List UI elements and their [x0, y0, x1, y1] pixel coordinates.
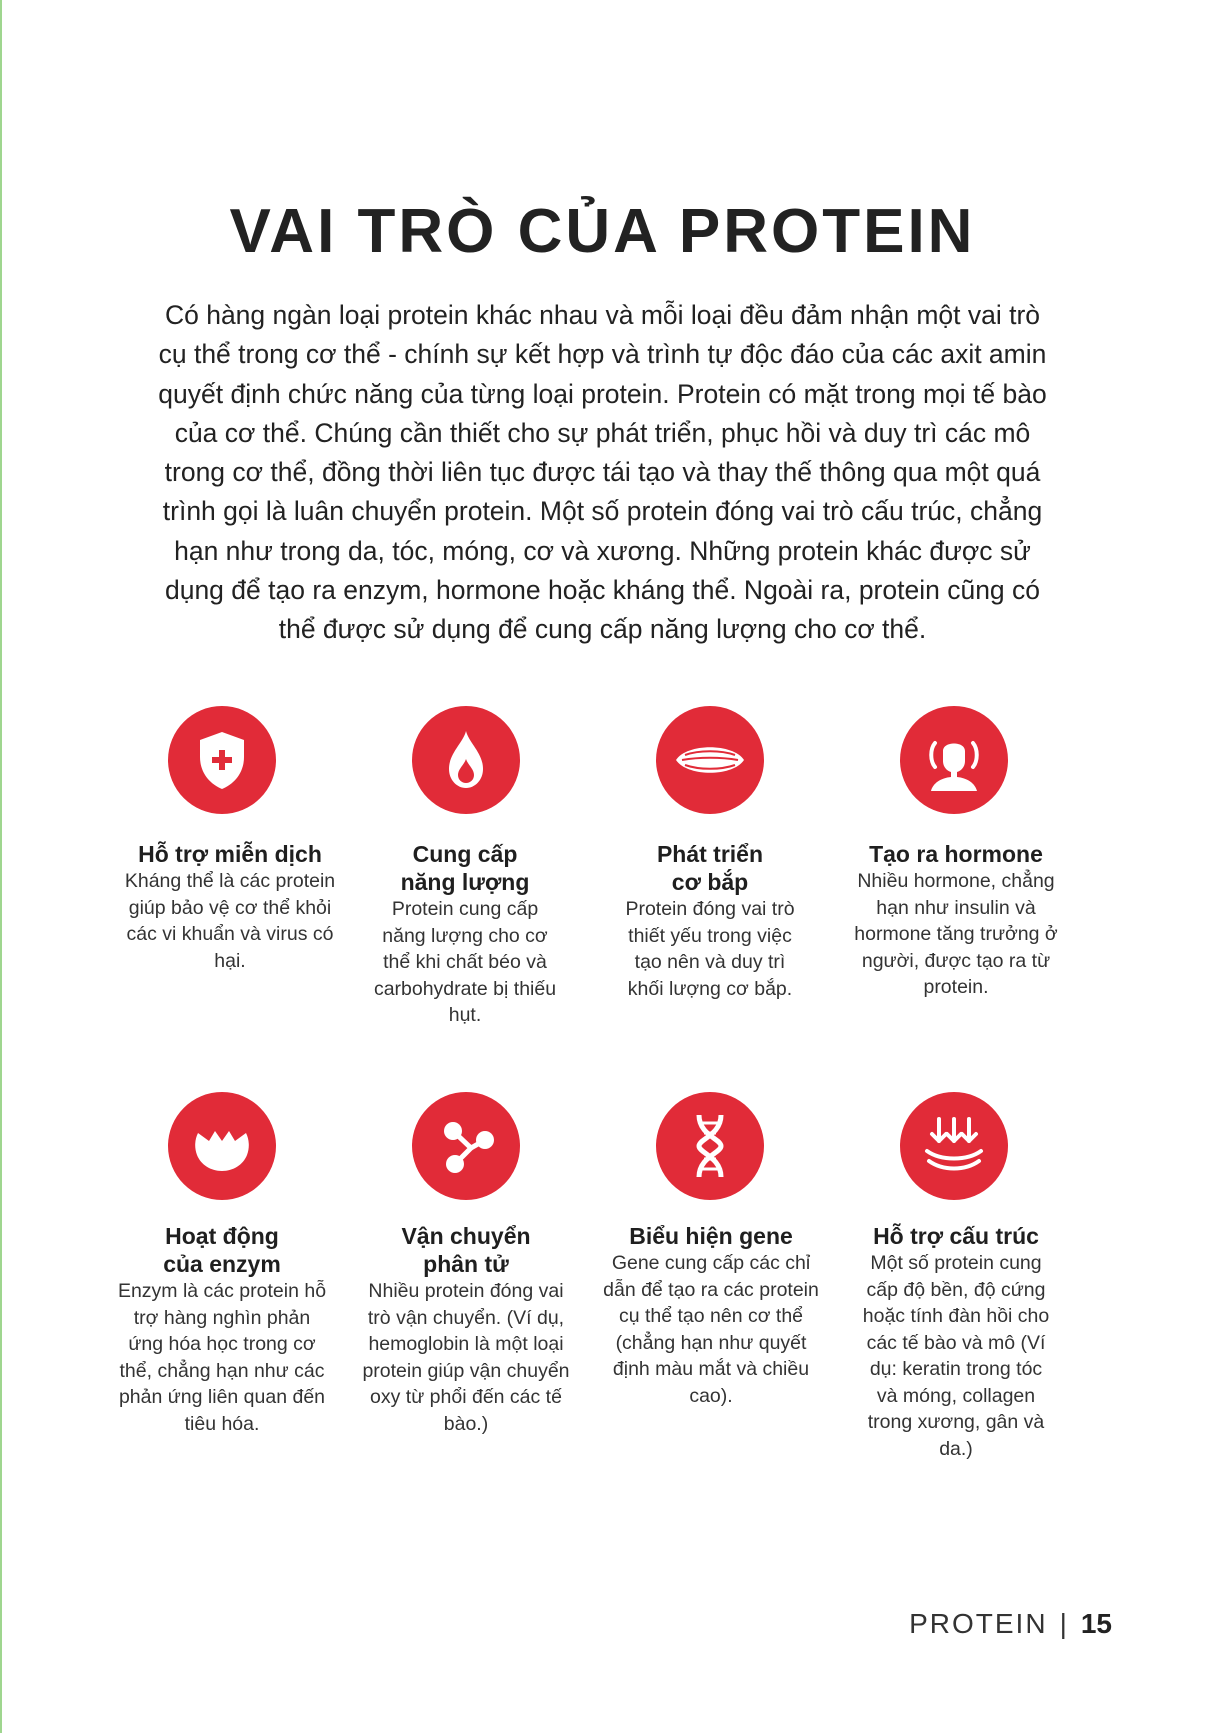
flame-icon	[412, 706, 520, 814]
role-card-structure	[841, 1222, 1071, 1462]
role-description: Protein đóng vai trò thiết yếu trong việc tạo nên và duy trì khối lượng cơ bắp.	[625, 898, 795, 1000]
role-title: Biểu hiện gene	[629, 1223, 793, 1249]
intro-paragraph: Có hàng ngàn loại protein khác nhau và mỗi loại đều đảm nhận một vai trò cụ thể trong cơ thể - chính sự kết hợp và trình tự độc đáo của các axit amin quyết định chức năng của từng loại protein. Protein có mặt trong mọi tế bào của cơ thể. Chúng cần thiết cho sự phát triển, phục hồi và duy trì các mô trong cơ thể, đồng thời liên tục được tái tạo và thay thế thông qua một quá trình gọi là luân chuyển protein. Một số protein đóng vai trò cấu trúc, chẳng hạn như trong da, tóc, móng, cơ và xương. Những protein khác được sử dụng để tạo ra enzym, hormone hoặc kháng thể. Ngoài ra, protein cũng có thể được sử dụng để cung cấp năng lượng cho cơ thể.	[158, 300, 1047, 645]
role-card-transport	[352, 1222, 580, 1437]
role-description: Enzym là các protein hỗ trợ hàng nghìn phản ứng hóa học trong cơ thể, chẳng hạn như các phản ứng liên quan đến tiêu hóa.	[117, 1280, 327, 1435]
footer-section-label: PROTEIN	[909, 1608, 1048, 1639]
page-number: 15	[1080, 1608, 1112, 1639]
enzyme-icon	[168, 1092, 276, 1200]
role-card-hormone	[841, 840, 1071, 1001]
role-card-immune	[115, 840, 345, 974]
role-description: Nhiều hormone, chẳng hạn như insulin và hormone tăng trưởng ở người, được tạo ra từ protein.	[854, 870, 1058, 998]
role-title: Cung cấp năng lượng	[400, 841, 530, 895]
role-description: Gene cung cấp các chỉ dẫn để tạo ra các protein cụ thể tạo nên cơ thể (chẳng hạn như quyết định màu mắt và chiều cao).	[603, 1252, 819, 1407]
role-description: Kháng thể là các protein giúp bảo vệ cơ thể khỏi các vi khuẩn và virus có hại.	[124, 870, 336, 972]
structure-arrows-icon	[900, 1092, 1008, 1200]
role-description: Nhiều protein đóng vai trò vận chuyển. (Ví dụ, hemoglobin là một loại protein giúp vận chuyển oxy từ phổi đến các tế bào.)	[362, 1280, 570, 1435]
role-title: Hỗ trợ cấu trúc	[873, 1223, 1039, 1249]
role-title: Phát triển cơ bắp	[656, 841, 764, 895]
page-footer	[909, 1608, 1112, 1640]
muscle-fiber-icon	[656, 706, 764, 814]
shield-plus-icon	[168, 706, 276, 814]
role-title: Hoạt động của enzym	[163, 1223, 281, 1277]
role-title: Vận chuyển phân tử	[401, 1223, 531, 1277]
dna-icon	[656, 1092, 764, 1200]
role-card-gene	[596, 1222, 826, 1409]
role-card-energy	[351, 840, 579, 1029]
role-description: Protein cung cấp năng lượng cho cơ thể khi chất béo và carbohydrate bị thiếu hụt.	[373, 898, 557, 1026]
page-title: VAI TRÒ CỦA PROTEIN	[229, 197, 976, 266]
role-card-enzyme	[108, 1222, 336, 1437]
role-title: Tạo ra hormone	[869, 841, 1043, 867]
molecule-share-icon	[412, 1092, 520, 1200]
role-card-muscle	[596, 840, 824, 1002]
role-title: Hỗ trợ miễn dịch	[138, 841, 322, 867]
head-signal-icon	[900, 706, 1008, 814]
role-description: Một số protein cung cấp độ bền, độ cứng hoặc tính đàn hồi cho các tế bào và mô (Ví dụ: keratin trong tóc và móng, collagen trong xương, gân và da.)	[862, 1252, 1050, 1460]
footer-separator: |	[1059, 1608, 1069, 1639]
